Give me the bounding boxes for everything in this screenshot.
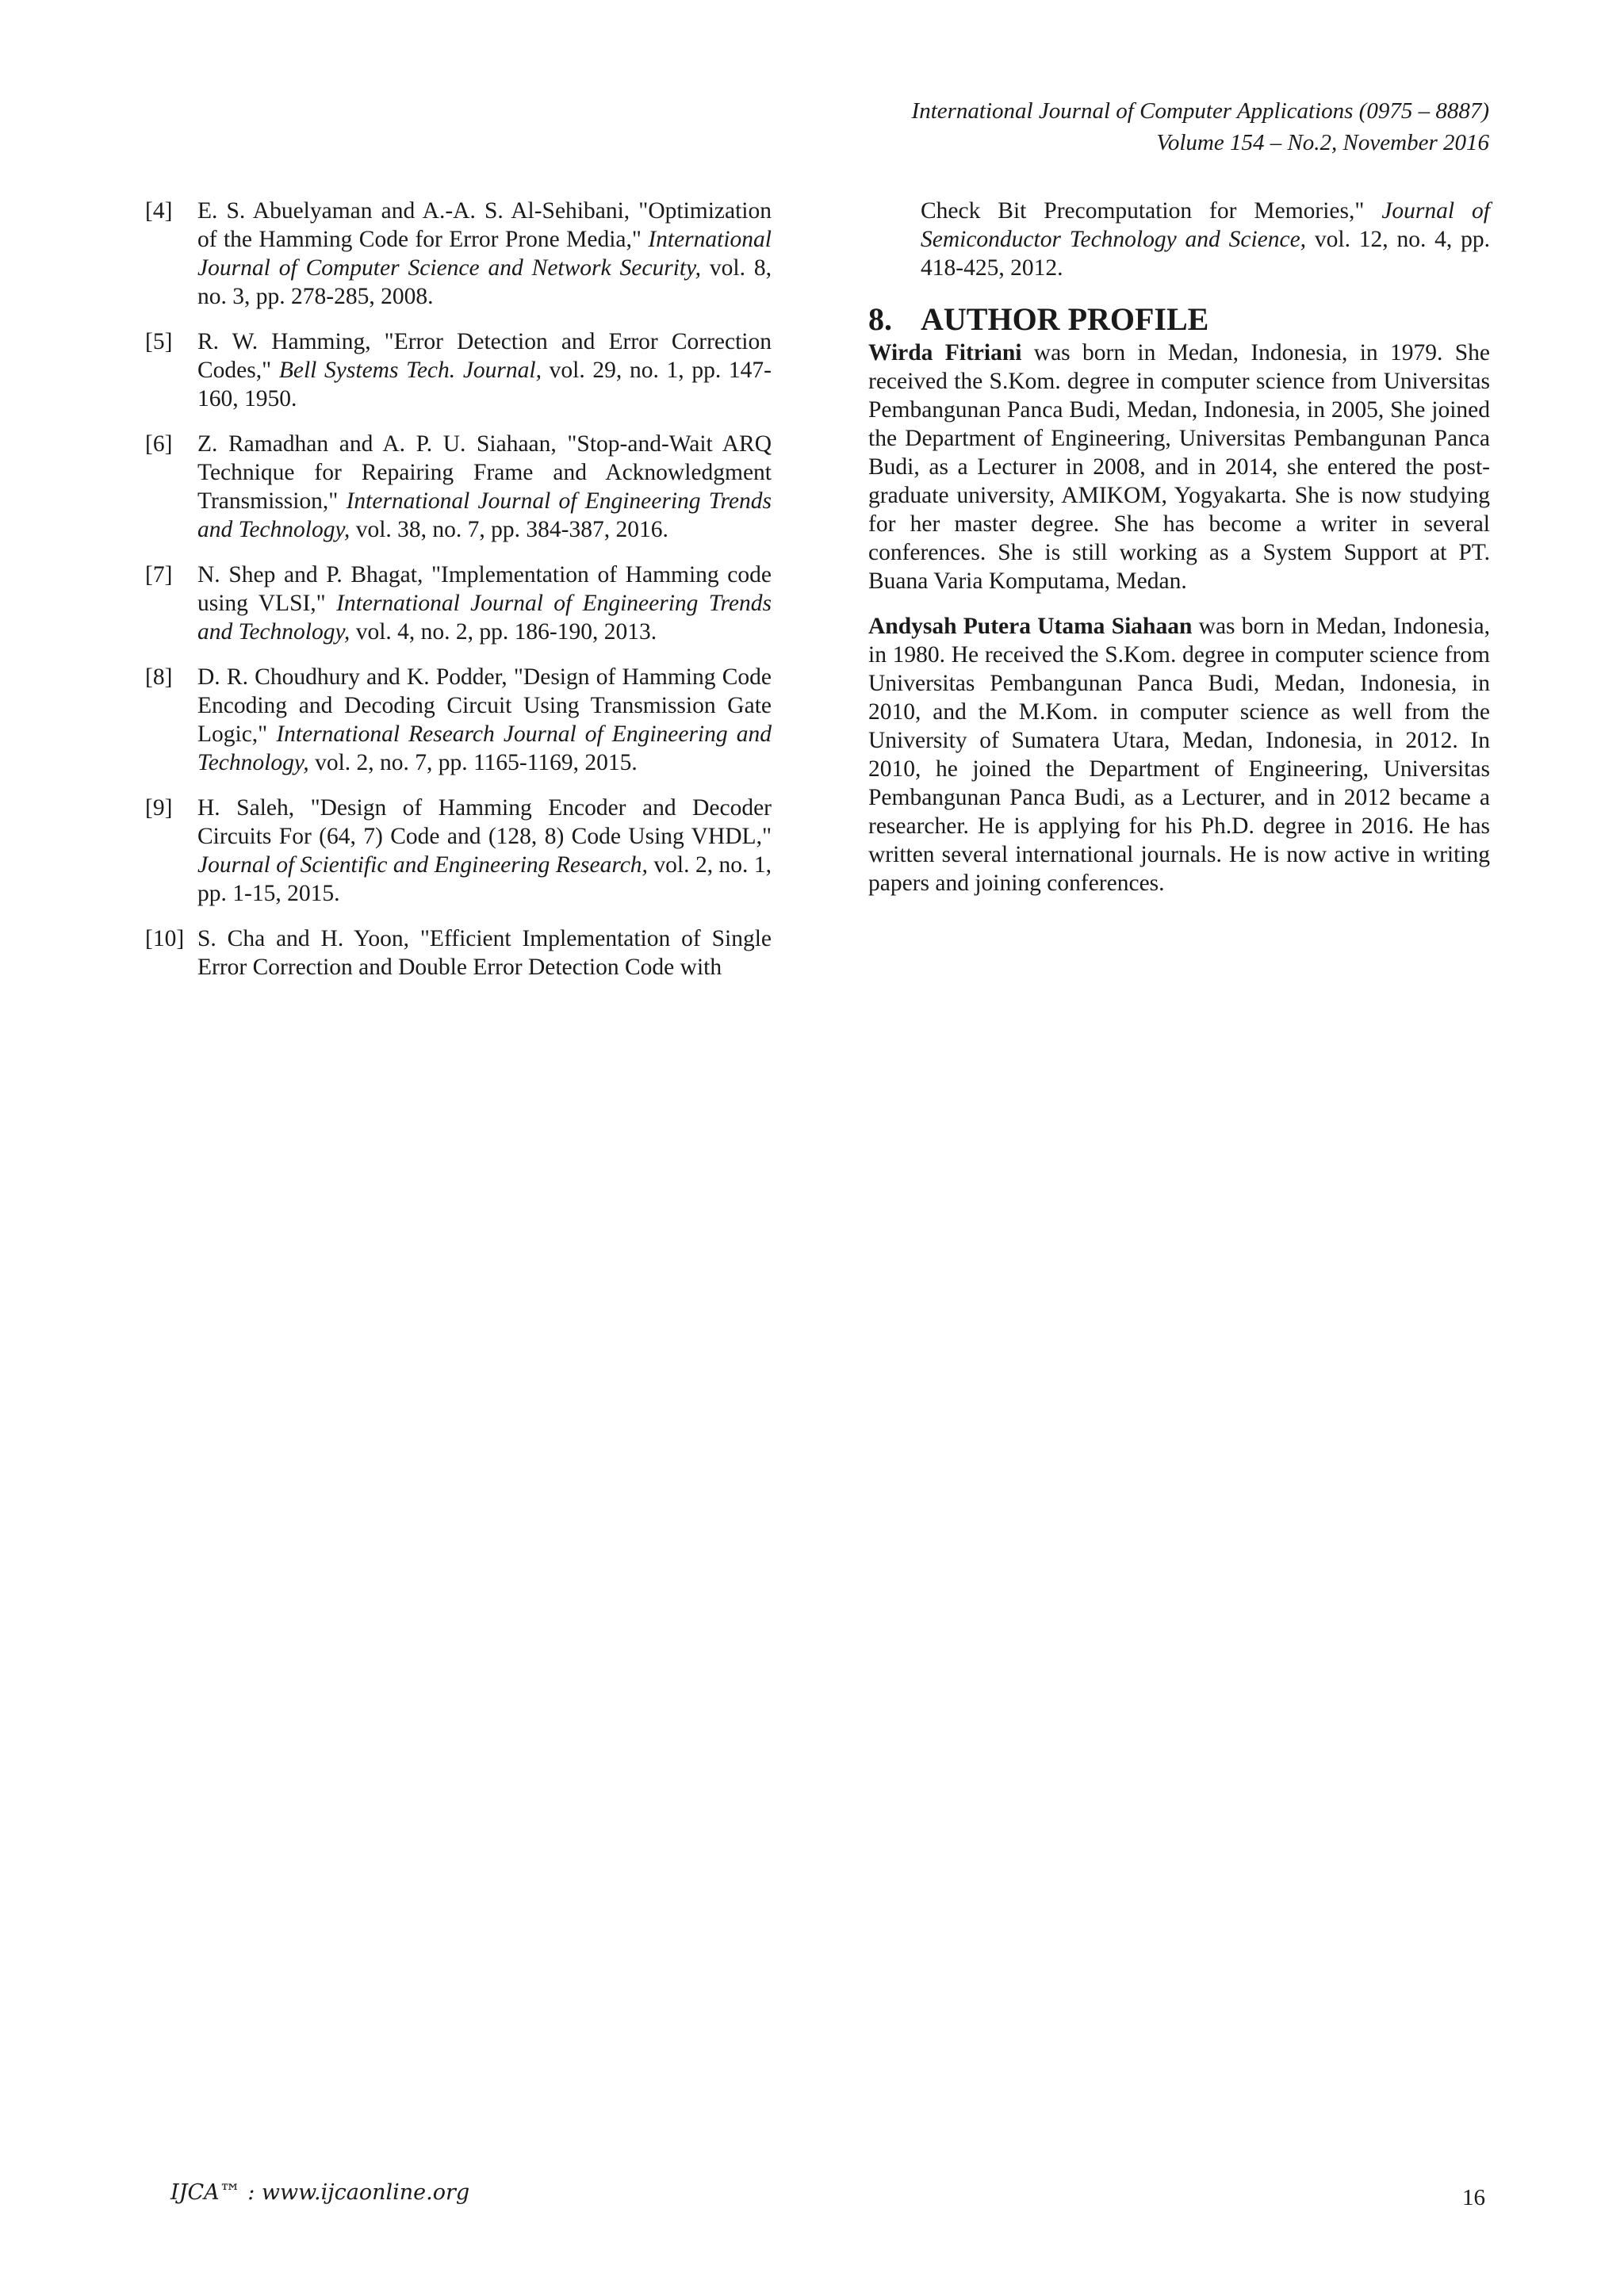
reference-number: [8] (145, 664, 173, 690)
reference-number: [4] (145, 198, 173, 224)
reference-number: [5] (145, 329, 173, 354)
right-column (868, 197, 1490, 914)
reference-number: [6] (145, 431, 173, 457)
reference-text (197, 197, 772, 311)
reference-details: vol. 2, no. 7, pp. 1165-1169, 2015. (308, 750, 638, 775)
reference-authors-title: S. Cha and H. Yoon, "Efficient Implementation of Single Error Correction and Double Error Detection Code with (197, 926, 772, 980)
running-header (912, 95, 1489, 159)
reference-authors-title: N. Shep and P. Bhagat, "Implementation of Hamming code using VLSI," (197, 562, 772, 616)
reference-authors-title: H. Saleh, "Design of Hamming Encoder and Decoder Circuits For (64, 7) Code and (128, 8) Code Using VHDL," (197, 795, 772, 849)
reference-item (145, 663, 772, 777)
reference-text (197, 794, 772, 908)
reference-details: vol. 8, no. 3, pp. 278-285, 2008. (197, 255, 772, 309)
reference-details: vol. 2, no. 1, pp. 1-15, 2015. (197, 852, 772, 906)
reference-item (145, 561, 772, 646)
footer-website: IJCA™ : www.ijcaonline.org (170, 2180, 470, 2205)
reference-continuation (921, 197, 1490, 282)
section-number: 8. (868, 301, 892, 337)
reference-details: vol. 29, no. 1, pp. 147-160, 1950. (197, 358, 772, 411)
reference-authors-title: D. R. Choudhury and K. Podder, "Design of Hamming Code Encoding and Decoding Circuit Using Transmission Gate Logic," (197, 664, 772, 747)
reference-venue: Journal of Semiconductor Technology and Science, (921, 198, 1490, 252)
reference-item (145, 924, 772, 982)
page-number: 16 (1462, 2185, 1485, 2210)
reference-text (197, 663, 772, 777)
reference-text (197, 430, 772, 544)
reference-venue: International Journal of Engineering Trends and Technology, (197, 488, 772, 542)
reference-continued-title: Check Bit Precomputation for Memories," (921, 198, 1382, 224)
reference-venue: Bell Systems Tech. Journal, (278, 358, 542, 383)
reference-text (197, 561, 772, 646)
reference-authors-title: Z. Ramadhan and A. P. U. Siahaan, "Stop-and-Wait ARQ Technique for Repairing Frame and Acknowledgment Transmission," (197, 431, 772, 514)
reference-item (145, 197, 772, 311)
author-profile (868, 612, 1490, 897)
reference-text (197, 327, 772, 413)
reference-item (145, 430, 772, 544)
author-bio: was born in Medan, Indonesia, in 1980. He received the S.Kom. degree in computer science from Universitas Pembangunan Panca Budi, Medan, Indonesia, in 2010, and the M.Kom. in computer science as well from the University of Sumatera Utara, Medan, Indonesia, in 2012. In 2010, he joined the Department of Engineering, Universitas Pembangunan Panca Budi, as a Lecturer, and in 2012 became a researcher. He is applying for his Ph.D. degree in 2016. He has written several international journals. He is now active in writing papers and joining conferences. (868, 614, 1490, 896)
reference-details: vol. 38, no. 7, pp. 384-387, 2016. (350, 517, 668, 542)
author-profile (868, 339, 1490, 595)
reference-number: [10] (145, 926, 185, 951)
reference-item (145, 327, 772, 413)
reference-venue: International Journal of Computer Science and Network Security, (197, 227, 772, 281)
author-bio: was born in Medan, Indonesia, in 1979. She received the S.Kom. degree in computer science from Universitas Pembangunan Panca Budi, Medan, Indonesia, in 2005, She joined the Department of Engineering, Universitas Pembangunan Panca Budi, as a Lecturer in 2008, and in 2014, she entered the post-graduate university, AMIKOM, Yogyakarta. She is now studying for her master degree. She has become a writer in several conferences. She is still working as a System Support at PT. Buana Varia Komputama, Medan. (868, 340, 1490, 594)
journal-title: International Journal of Computer Applications (0975 – 8887) (911, 98, 1489, 124)
volume-info: Volume 154 – No.2, November 2016 (1156, 130, 1489, 155)
reference-venue: International Research Journal of Engineering and Technology, (197, 721, 772, 775)
section-heading (868, 302, 1490, 337)
reference-venue: Journal of Scientific and Engineering Research, (197, 852, 648, 878)
reference-item (145, 794, 772, 908)
section-title: AUTHOR PROFILE (921, 301, 1209, 337)
reference-authors-title: R. W. Hamming, "Error Detection and Error Correction Codes," (197, 329, 772, 383)
reference-authors-title: E. S. Abuelyaman and A.-A. S. Al-Sehibani, "Optimization of the Hamming Code for Error Prone Media," (197, 198, 772, 252)
author-name: Wirda Fitriani (868, 340, 1022, 365)
reference-details: vol. 12, no. 4, pp. 418-425, 2012. (921, 227, 1491, 281)
reference-text (197, 924, 772, 982)
author-name: Andysah Putera Utama Siahaan (868, 614, 1193, 639)
reference-venue: International Journal of Engineering Trends and Technology, (197, 591, 772, 645)
reference-number: [7] (145, 562, 173, 587)
references-left-column (145, 197, 772, 998)
reference-details: vol. 4, no. 2, pp. 186-190, 2013. (350, 619, 657, 645)
reference-number: [9] (145, 795, 173, 821)
